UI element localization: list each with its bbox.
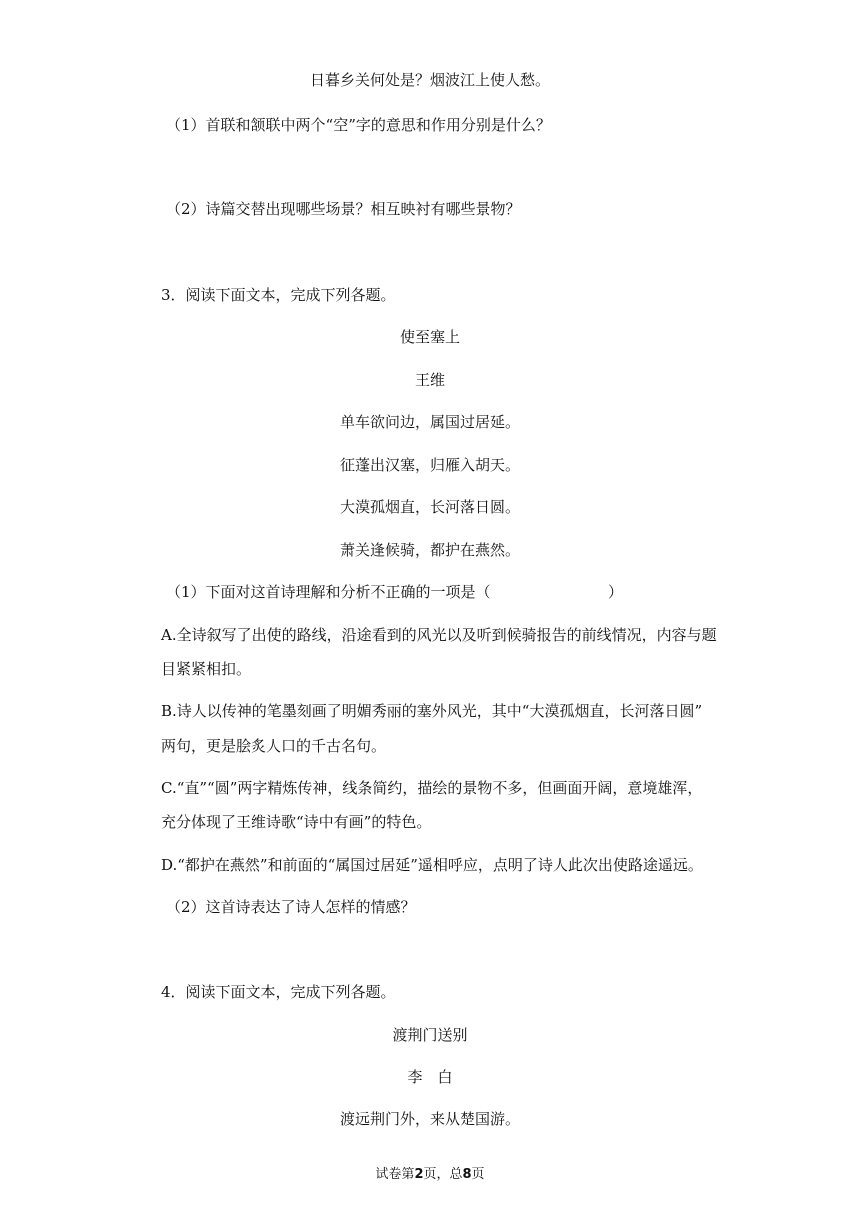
q3-poem-line-3: 大漠孤烟直，长河落日圆。 <box>339 498 520 516</box>
page-footer <box>0 1163 860 1182</box>
q3-option-b-line-1: B.诗人以传神的笔墨刻画了明媚秀丽的塞外风光，其中“大漠孤烟直，长河落日圆” <box>161 702 703 720</box>
footer-page-number: 2 <box>414 1167 424 1182</box>
footer-mid: 页，总 <box>423 1167 463 1182</box>
footer-total-pages: 8 <box>462 1167 472 1182</box>
footer-prefix: 试卷第 <box>375 1167 415 1182</box>
q4-poem-title: 渡荆门送别 <box>392 1026 468 1044</box>
q3-subquestion-1: （1）下面对这首诗理解和分析不正确的一项是（ <box>166 583 491 601</box>
q3-poem-line-1: 单车欲问边，属国过居延。 <box>339 413 520 431</box>
q3-option-b-line-2: 两句，更是脍炙人口的千古名句。 <box>161 737 387 755</box>
q3-poem-line-4: 萧关逢候骑，都护在燕然。 <box>339 541 520 559</box>
q4-poem-author: 李 白 <box>407 1068 453 1086</box>
q3-poem-author: 王维 <box>414 371 445 389</box>
q2-subquestion-1: （1）首联和颔联中两个“空”字的意思和作用分别是什么？ <box>166 116 551 134</box>
poem-last-line: 日暮乡关何处是？烟波江上使人愁。 <box>309 71 550 89</box>
q3-option-a-line-1: A.全诗叙写了出使的路线，沿途看到的风光以及听到候骑报告的前线情况，内容与题 <box>161 626 717 644</box>
q4-heading: 4．阅读下面文本，完成下列各题。 <box>161 983 396 1001</box>
q3-option-a-line-2: 目紧紧相扣。 <box>161 660 252 678</box>
q3-poem-line-2: 征蓬出汉塞，归雁入胡天。 <box>339 456 520 474</box>
q3-subquestion-2: （2）这首诗表达了诗人怎样的情感？ <box>166 898 416 916</box>
q3-poem-title: 使至塞上 <box>399 328 460 346</box>
q3-option-c-line-2: 充分体现了王维诗歌“诗中有画”的特色。 <box>161 813 432 831</box>
q3-subquestion-1-close: ） <box>608 583 624 601</box>
q2-subquestion-2: （2）诗篇交替出现哪些场景？相互映衬有哪些景物？ <box>166 200 521 218</box>
q4-poem-line-1: 渡远荆门外，来从楚国游。 <box>339 1110 520 1128</box>
q3-option-c-line-1: C.“直”“圆”两字精炼传神，线条简约，描绘的景物不多，但画面开阔，意境雄浑， <box>161 779 703 797</box>
q3-heading: 3．阅读下面文本，完成下列各题。 <box>161 286 396 304</box>
q3-option-d-line-1: D.“都护在燕然”和前面的“属国过居延”遥相呼应，点明了诗人此次出使路途遥远。 <box>161 856 703 874</box>
footer-suffix: 页 <box>471 1167 485 1182</box>
